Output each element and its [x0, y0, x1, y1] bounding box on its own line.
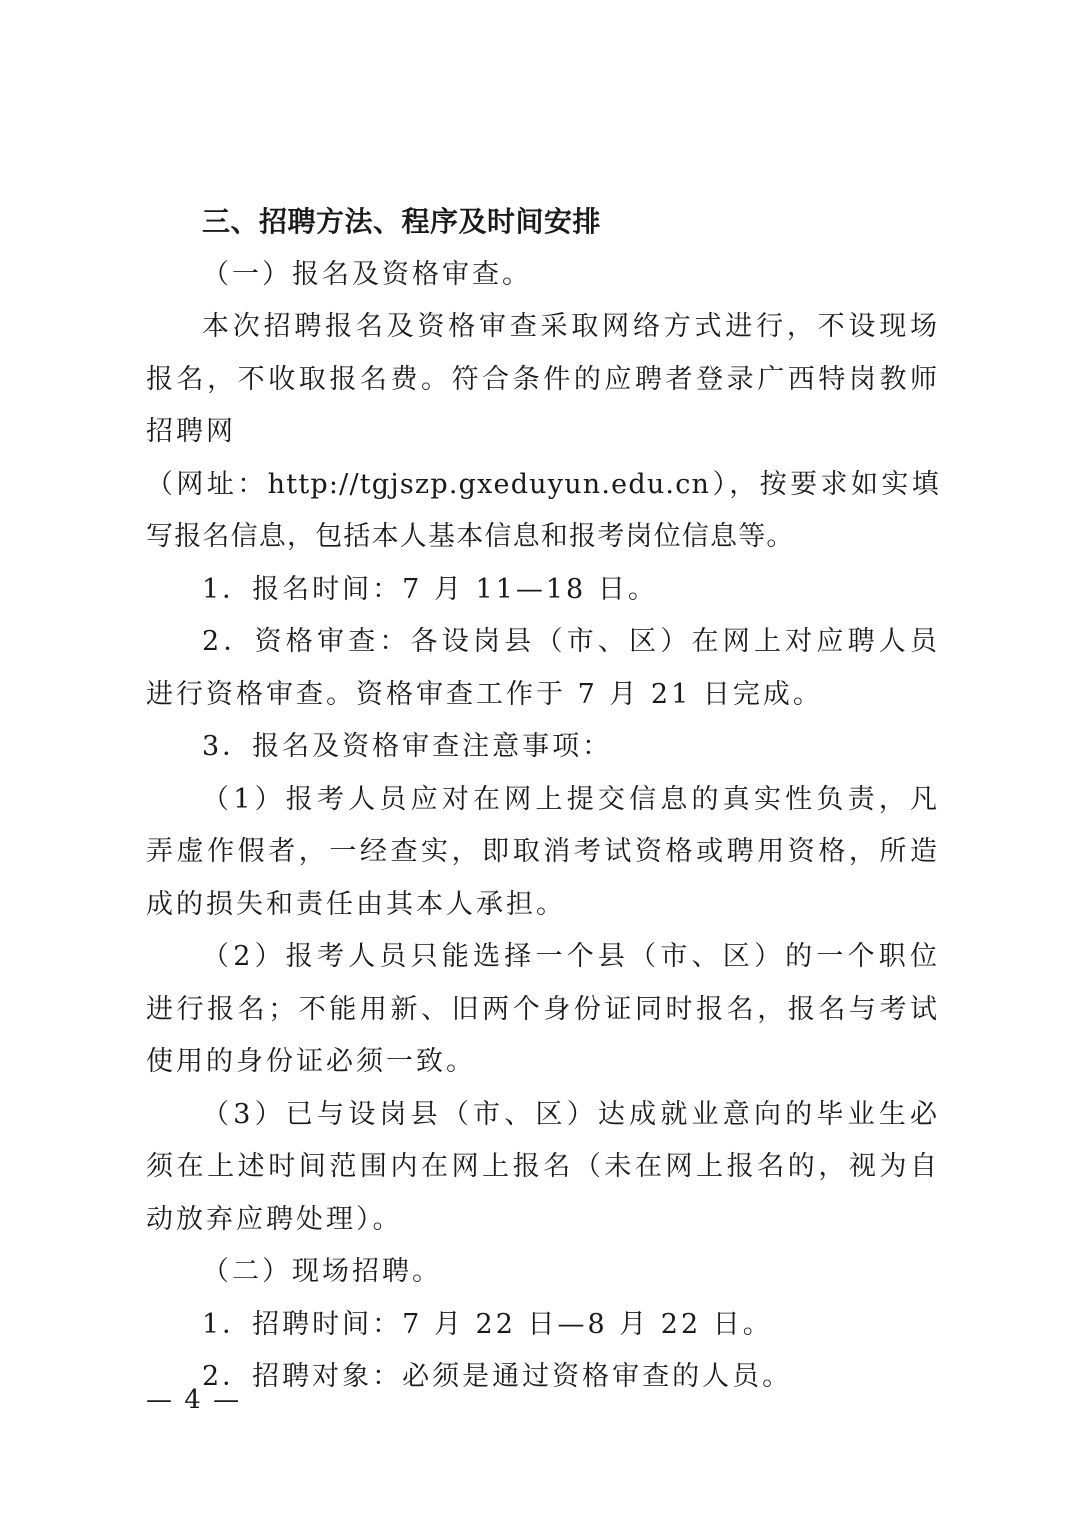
note-3-graduates: （3）已与设岗县（市、区）达成就业意向的毕业生必须在上述时间范围内在网上报名（未在网上报名的，视为自动放弃应聘处理）。 — [146, 1098, 940, 1235]
paragraph-registration-method: 本次招聘报名及资格审查采取网络方式进行，不设现场报名，不收取报名费。符合条件的应聘者登录广西特岗教师招聘网 — [146, 311, 940, 447]
paragraph-registration-url: （网址：http://tgjszp.gxeduyun.edu.cn），按要求如实填写报名信息，包括本人基本信息和报考岗位信息等。 — [146, 468, 940, 552]
page-number: — 4 — — [146, 1385, 242, 1415]
item-recruitment-target: 2．招聘对象：必须是通过资格审查的人员。 — [202, 1361, 793, 1392]
document-body — [146, 196, 940, 1404]
note-1-truthfulness: （1）报考人员应对在网上提交信息的真实性负责，凡弄虚作假者，一经查实，即取消考试资格或聘用资格，所造成的损失和责任由其本人承担。 — [146, 783, 940, 920]
note-2-single-position: （2）报考人员只能选择一个县（市、区）的一个职位进行报名；不能用新、旧两个身份证同时报名，报名与考试使用的身份证必须一致。 — [146, 941, 940, 1077]
subsection-title-onsite: （二）现场招聘。 — [202, 1256, 442, 1287]
item-notes-title: 3．报名及资格审查注意事项： — [202, 731, 613, 762]
subsection-title-registration: （一）报名及资格审查。 — [202, 258, 532, 290]
item-recruitment-time: 1．招聘时间：7 月 22 日—8 月 22 日。 — [202, 1308, 773, 1340]
item-qualification-review: 2．资格审查：各设岗县（市、区）在网上对应聘人员进行资格审查。资格审查工作于 7 月 21 日完成。 — [146, 626, 940, 710]
section-heading: 三、招聘方法、程序及时间安排 — [202, 205, 602, 238]
item-registration-time: 1．报名时间：7 月 11—18 日。 — [202, 573, 658, 605]
